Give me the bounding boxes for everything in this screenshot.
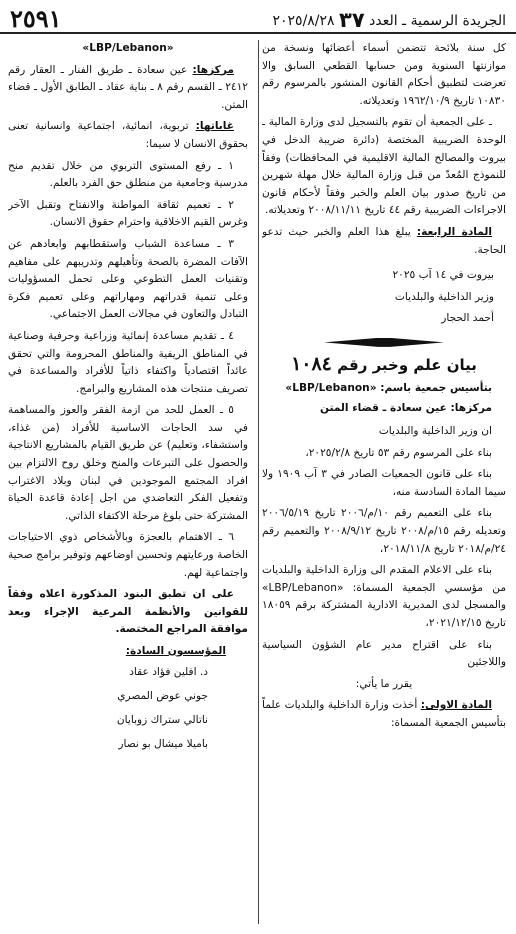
notice-title <box>262 353 506 376</box>
column-divider <box>258 40 259 924</box>
goal-item-2: ٢ ـ تعميم ثقافة المواطنة والانفتاح وتقبل الآخر وغرس القيم الاخلاقية واحترام حقوق الانسان. <box>8 198 248 229</box>
article-four <box>262 224 506 259</box>
separator-ornament <box>324 338 444 347</box>
signature-title: وزير الداخلية والبلديات <box>394 290 494 303</box>
right-column <box>262 40 506 924</box>
hq-text: عين سعادة ـ طريق الفنار ـ العقار رقم ٢٤١٢ ـ القسم رقم ٨ ـ بناية عقاد ـ الطابق الأول ـ قضاء المتن. <box>8 63 248 111</box>
founder-3: ناتالي ستراك زوبايان <box>116 713 208 726</box>
association-name: «LBP/Lebanon» <box>82 42 174 54</box>
paragraph-minister: ان وزير الداخلية والبلديات <box>378 425 492 438</box>
paragraph-law: بناء على قانون الجمعيات الصادر في ٣ آب ١٩٠٩ ولا سيما المادة السادسة منه، <box>262 468 506 498</box>
page-number: ٢٥٩١ <box>10 4 62 33</box>
journal-name: الجريدة الرسمية ـ العدد <box>369 13 506 29</box>
signature-name: أحمد الحجار <box>441 312 494 325</box>
paragraph-circular: بناء على التعميم رقم ١٠/م/٢٠٠٦ تاريخ ٢٠٠٦/٥/١٩ وتعديله رقم ١٥/م/٢٠٠٨ تاريخ ٢٠٠٨/٩/١٢ والتعميم رقم ٢٤/م/٢٠١٨ تاريخ ٢٠١٨/١١/٨، <box>262 507 506 555</box>
notice-subtitle-hq: مركزها: عين سعادة ـ قضاء المتن <box>319 401 492 414</box>
goal-item-1: ١ ـ رفع المستوى التربوي من خلال تقديم منح مدرسية وجامعية من منطلق حق الفرد بالعلم. <box>8 159 248 190</box>
paragraph-tax-registration: ـ على الجمعية أن تقوم بالتسجيل لدى وزارة المالية ـ الوحدة الضريبية المختصة (دائرة ضريبة الدخل في بيروت والمصالح المالية الاقليمية في المحافظات) وفقاً للنموذج المُعدّ من قبل وزارة المالية خلال مهلة شهرين من تاريخ صدور بيان العلم والخبر وفقاً لأحكام قانون الاجراءات الضريبية رقم ٤٤ تاريخ ٢٠٠٨/١١/١١ وتعديلاته. <box>262 116 506 217</box>
article-one-text: أخذت وزارة الداخلية والبلديات علماً بتأسيس الجمعية المسماة: <box>262 699 506 729</box>
association-goals <box>8 118 248 153</box>
article-one <box>262 697 506 732</box>
paragraph-decree: بناء على المرسوم رقم ٥٣ تاريخ ٢٠٢٥/٢/٨، <box>305 446 492 459</box>
paragraph-annual-list: كل سنة بلائحة تتضمن أسماء أعضائها ونسخة من موازنتها السنوية ومن حسابها القطعي السابق والا تعرضت لتطبيق أحكام القانون المنشور بالمرسوم رقم ١٠٨٣٠ تاريخ ١٩٦٢/١٠/٩ وتعديلاته. <box>262 42 506 107</box>
issue-number: ٣٧ <box>339 8 365 32</box>
hq-label: مركزها: <box>192 63 234 76</box>
founders-heading: المؤسسون السادة: <box>125 645 226 657</box>
article-one-label: المادة الاولى: <box>420 699 492 712</box>
page-header <box>0 0 516 34</box>
notice-prefix: بيان علم وخبر رقم <box>337 355 477 374</box>
goal-item-4: ٤ ـ تقديم مساعدة إنمائية وزراعية وحرفية وصناعية في المناطق الريفية والمناطق المحرومة والتي تحقق عائداً اقتصادياً واكتفاء ذاتياً للأفراد والمساعدة في تصريف منتجات هذه المشاريع والبرامج. <box>8 329 248 395</box>
paragraph-notice: بناء على الاعلام المقدم الى وزارة الداخلية والبلديات من مؤسسي الجمعية المسماة: «LBP/Lebanon» والمسجل لدى المديرية الادارية المشتركة برقم ١٨٠٥٩ تاريخ ٢٠٢١/١٢/١٥، <box>262 564 506 630</box>
founder-2: جوني عوض المصري <box>117 689 208 702</box>
signature-place-date: بيروت في ١٤ آب ٢٠٢٥ <box>392 269 494 282</box>
article-four-label: المادة الرابعة: <box>416 225 492 238</box>
association-hq <box>8 62 248 115</box>
goal-item-3: ٣ ـ مساعدة الشباب واستقطابهم وابعادهم عن الآفات المضرة بالصحة وتأهيلهم وتدريبهم على مفاهيم وتقنيات العمل التطوعي وعلى تحمل المسؤوليات وعلى تنمية قدراتهم ومهاراتهم وعلى تعميم فكرة التبادل والتعاون في مجالات العمل الاجتماعي. <box>8 237 248 321</box>
obligation-clause: على ان تطبق البنود المذكورة اعلاه وفقاً للقوانين والأنظمة المرعية الإجراء وبعد موافقة المراجع المختصة. <box>8 588 248 636</box>
article-four-text: يبلغ هذا العلم والخبر حيث تدعو الحاجة. <box>262 225 506 256</box>
journal-title <box>272 8 506 32</box>
founder-1: د. افلين فؤاد عقاد <box>129 665 208 678</box>
issue-date: ٢٠٢٥/٨/٢٨ <box>272 13 335 29</box>
goals-label: غاياتها: <box>195 120 234 133</box>
goals-text: تربوية، انمائية، اجتماعية وانسانية تعنى بحقوق الانسان لا سيما: <box>8 120 248 150</box>
founder-4: باميلا ميشال بو نصار <box>118 737 208 750</box>
notice-number: ١٠٨٤ <box>291 352 332 375</box>
paragraph-decide: يقرر ما يأتي: <box>355 677 413 690</box>
notice-subtitle-name: بتأسيس جمعية باسم: «LBP/Lebanon» <box>285 381 492 394</box>
goal-item-5: ٥ ـ العمل للحد من ازمة الفقر والعوز والمساهمة في سد الحاجات الاساسية للأفراد (من غذاء، واستشفاء، وتعليم) عن طريق القيام بالمشاريع الانتاجية والحصول على التبرعات والمنح وخلق روح الالتزام بين افراد المجتمع الموجودين في لبنان وبلاد الاغتراب وتفعيل الفكر التعاضدي من اجل إعادة قاعدة الحياة المشتركة حتى بلوغ مرحلة الاكتفاء الذاتي. <box>8 404 248 522</box>
left-column <box>8 40 248 924</box>
paragraph-proposal: بناء على اقتراح مدير عام الشؤون السياسية واللاجئين <box>262 638 506 669</box>
goal-item-6: ٦ ـ الاهتمام بالعجزة وبالأشخاص ذوي الاحتياجات الخاصة ورعايتهم وتحسين اوضاعهم وتوفير برامج صحية واجتماعية لهم. <box>8 531 248 579</box>
